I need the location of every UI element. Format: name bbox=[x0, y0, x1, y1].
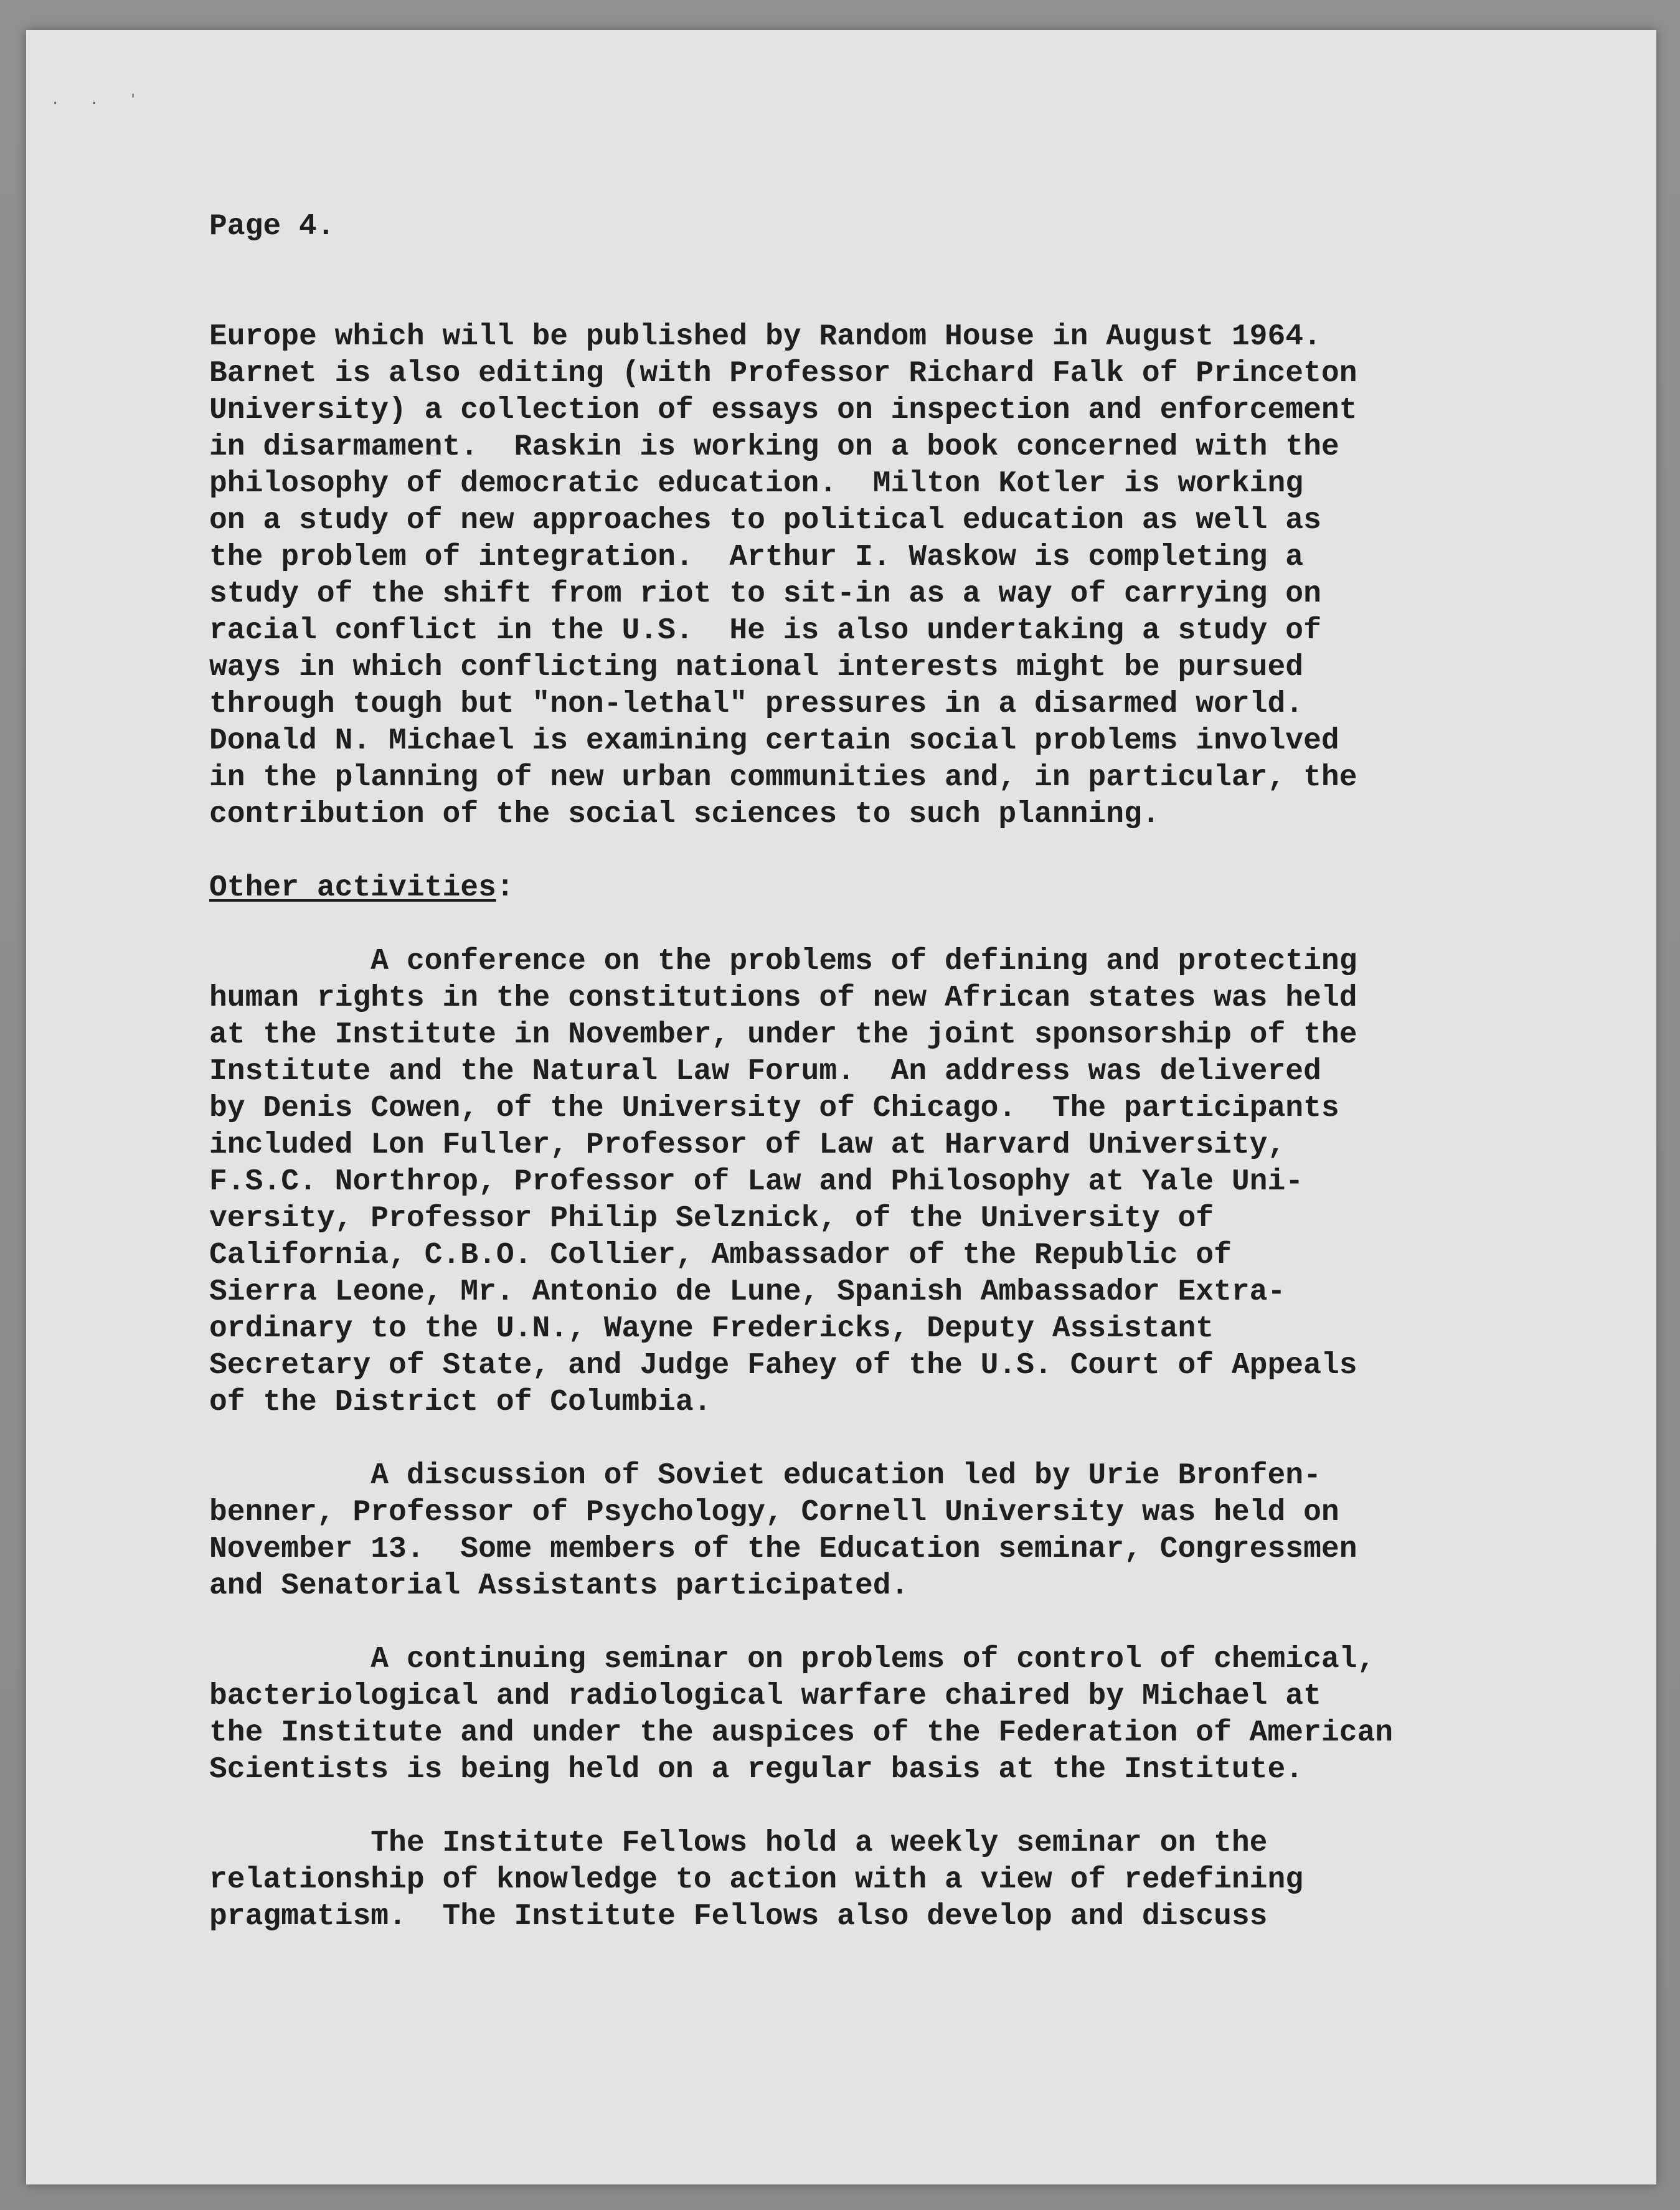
text-line: study of the shift from riot to sit-in as a way of carrying on bbox=[209, 577, 1321, 611]
text-line: Scientists is being held on a regular basis at the Institute. bbox=[209, 1753, 1304, 1787]
text-line: the problem of integration. Arthur I. Waskow is completing a bbox=[209, 541, 1304, 574]
text-line: Institute and the Natural Law Forum. An address was delivered bbox=[209, 1055, 1321, 1088]
text-line: in the planning of new urban communities and, in particular, the bbox=[209, 761, 1357, 795]
text-line: philosophy of democratic education. Milton Kotler is working bbox=[209, 467, 1304, 501]
paper-specks-decoration: . . ' bbox=[51, 92, 149, 108]
text-line: A conference on the problems of defining and protecting bbox=[209, 945, 1357, 978]
text-line: included Lon Fuller, Professor of Law at Harvard University, bbox=[209, 1128, 1286, 1162]
section-heading-text: Other activities bbox=[209, 871, 496, 905]
paragraph-spacer bbox=[209, 907, 1604, 943]
text-line: on a study of new approaches to political education as well as bbox=[209, 504, 1321, 537]
text-line: relationship of knowledge to action with a view of redefining bbox=[209, 1863, 1304, 1897]
text-line: Sierra Leone, Mr. Antonio de Lune, Spanish Ambassador Extra- bbox=[209, 1275, 1286, 1309]
text-line: benner, Professor of Psychology, Cornell University was held on bbox=[209, 1496, 1339, 1529]
text-line: ordinary to the U.N., Wayne Fredericks, Deputy Assistant bbox=[209, 1312, 1214, 1346]
text-line: A discussion of Soviet education led by Urie Bronfen- bbox=[209, 1459, 1321, 1493]
text-line: pragmatism. The Institute Fellows also develop and discuss bbox=[209, 1900, 1268, 1934]
text-line: versity, Professor Philip Selznick, of the University of bbox=[209, 1202, 1214, 1235]
text-line: A continuing seminar on problems of control of chemical, bbox=[209, 1643, 1376, 1676]
text-line: F.S.C. Northrop, Professor of Law and Philosophy at Yale Uni- bbox=[209, 1165, 1304, 1199]
text-line: racial conflict in the U.S. He is also undertaking a study of bbox=[209, 614, 1321, 648]
section-heading-colon: : bbox=[496, 871, 514, 905]
text-line: ways in which conflicting national interests might be pursued bbox=[209, 651, 1304, 684]
text-line: University) a collection of essays on inspection and enforcement bbox=[209, 394, 1357, 427]
text-line: The Institute Fellows hold a weekly seminar on the bbox=[209, 1826, 1268, 1860]
text-line: bacteriological and radiological warfare chaired by Michael at bbox=[209, 1679, 1321, 1713]
paragraph-fellows bbox=[209, 1825, 1604, 1935]
text-line: Secretary of State, and Judge Fahey of the U.S. Court of Appeals bbox=[209, 1349, 1357, 1382]
text-line: Europe which will be published by Random House in August 1964. bbox=[209, 320, 1321, 354]
text-line: Barnet is also editing (with Professor Richard Falk of Princeton bbox=[209, 357, 1357, 390]
paragraph-spacer bbox=[209, 1605, 1604, 1641]
paragraph-continuation bbox=[209, 319, 1604, 833]
page-number: Page 4. bbox=[209, 210, 335, 243]
text-line: in disarmament. Raskin is working on a book concerned with the bbox=[209, 430, 1339, 464]
text-line: November 13. Some members of the Education seminar, Congressmen bbox=[209, 1532, 1357, 1566]
text-line: California, C.B.O. Collier, Ambassador of the Republic of bbox=[209, 1239, 1232, 1272]
text-line: through tough but "non-lethal" pressures in a disarmed world. bbox=[209, 687, 1304, 721]
paragraph-spacer bbox=[209, 833, 1604, 870]
text-line: Donald N. Michael is examining certain social problems involved bbox=[209, 724, 1339, 758]
paragraph-spacer bbox=[209, 1421, 1604, 1458]
document-body bbox=[209, 209, 1604, 1935]
text-line: and Senatorial Assistants participated. bbox=[209, 1569, 909, 1603]
text-line: the Institute and under the auspices of the Federation of American bbox=[209, 1716, 1394, 1750]
section-heading bbox=[209, 870, 1604, 907]
text-line: of the District of Columbia. bbox=[209, 1386, 712, 1419]
text-line: human rights in the constitutions of new African states was held bbox=[209, 981, 1357, 1015]
paragraph-conference bbox=[209, 943, 1604, 1421]
text-line: at the Institute in November, under the joint sponsorship of the bbox=[209, 1018, 1357, 1052]
text-line: contribution of the social sciences to such planning. bbox=[209, 798, 1160, 831]
paragraph-spacer bbox=[209, 1788, 1604, 1825]
paragraph-soviet-education bbox=[209, 1458, 1604, 1605]
paragraph-seminar-warfare bbox=[209, 1641, 1604, 1788]
text-line: by Denis Cowen, of the University of Chicago. The participants bbox=[209, 1092, 1339, 1125]
